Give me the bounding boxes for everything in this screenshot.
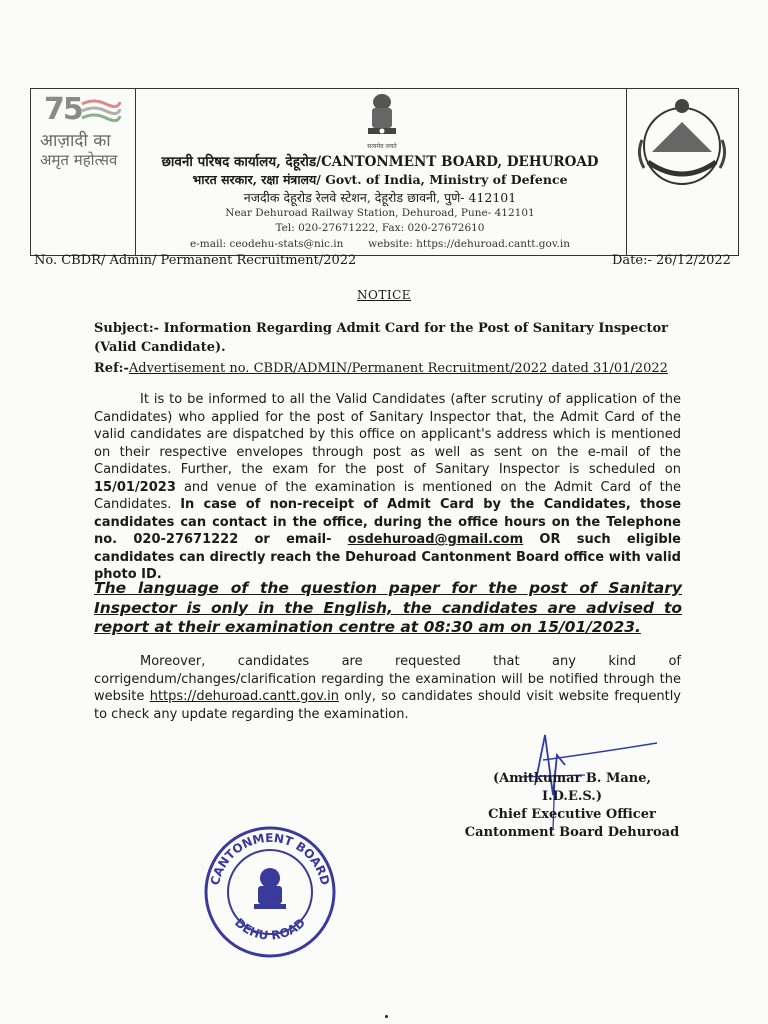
signatory-designation: Chief Executive Officer	[488, 807, 656, 822]
website-link[interactable]: https://dehuroad.cantt.gov.in	[149, 689, 339, 704]
office-stamp	[196, 822, 344, 962]
azadi-flag-icon	[80, 96, 122, 124]
ref-label: Ref:-	[94, 361, 129, 376]
national-emblem-icon	[360, 92, 404, 148]
subject-text: Information Regarding Admit Card for the Post of Sanitary Inspector (Valid Candidate).	[94, 321, 668, 355]
letterhead-email: e-mail: ceodehu-stats@nic.in	[189, 238, 344, 250]
reference	[94, 361, 668, 376]
contact-email-link[interactable]: osdehuroad@gmail.com	[347, 532, 524, 547]
para2-text-a: Moreover, candidates are requested that any kind of corrigendum/changes/clarification regarding the examination will be notified through the website	[94, 654, 681, 704]
signatory-name: (Amitkumar B. Mane, I.D.E.S.)	[492, 771, 652, 804]
exam-date: 15/01/2023	[94, 479, 176, 495]
letterhead-ministry: भारत सरकार, रक्षा मंत्रालय/ Govt. of India, Ministry of Defence	[192, 172, 568, 187]
letterhead-website: website: https://dehuroad.cantt.gov.in	[368, 238, 570, 250]
emblem-caption: सत्यमेव जयते	[367, 143, 397, 150]
body-paragraph-1	[94, 391, 681, 584]
stamp-top-text: CANTONMENT BOARD	[207, 830, 333, 887]
language-note: The language of the question paper for the post of Sanitary Inspector is only in the English, the candidates are advised to report at their examination centre at 08:30 am on 15/01/2023.	[94, 579, 682, 636]
signatory-block	[462, 770, 682, 842]
azadi-logo-line1: आज़ादी का	[40, 131, 111, 151]
notice-date: Date:- 26/12/2022	[612, 253, 731, 268]
para1-text-b: and venue of the examination is mentioned on the Admit Card of the Candidates.	[94, 479, 681, 512]
cantonment-board-crest-icon	[630, 92, 734, 192]
azadi-logo-line2: अमृत महोत्सव	[40, 151, 118, 169]
letterhead-divider-left	[135, 88, 136, 256]
para1-bold-text: In case of non-receipt of Admit Card by the Candidates, those candidates can contact in the office, during the office hours on the Telephone no. 020-27671222 or email-	[94, 497, 682, 547]
body-paragraph-2	[94, 653, 681, 723]
page-mark	[385, 1015, 388, 1018]
ref-text: Advertisement no. CBDR/ADMIN/Permanent Recruitment/2022 dated 31/01/2022	[128, 361, 668, 376]
notice-title: NOTICE	[356, 288, 412, 302]
para2-text-b: only, so candidates should visit website frequently to check any update regarding the examination.	[94, 689, 682, 722]
stamp-bottom-text: DEHU ROAD	[231, 915, 309, 943]
letterhead-divider-right	[626, 88, 627, 256]
subject-label: Subject:-	[94, 321, 160, 336]
letterhead-phone: Tel: 020-27671222, Fax: 020-27672610	[275, 222, 485, 234]
reference-number: No. CBDR/ Admin/ Permanent Recruitment/2022	[34, 253, 357, 268]
letterhead-address: Near Dehuroad Railway Station, Dehuroad, Pune- 412101	[225, 207, 535, 219]
signatory-office: Cantonment Board Dehuroad	[464, 825, 680, 840]
letterhead-address-hindi: नजदीक देहूरोड रेलवे स्टेशन, देहूरोड छावनी, पुणे- 412101	[243, 190, 517, 205]
para1-bold-text-2: OR such eligible candidates can directly reach the Dehuroad Cantonment Board office with valid photo ID.	[94, 532, 681, 582]
letterhead-title: छावनी परिषद कार्यालय, देहूरोड/CANTONMENT BOARD, DEHUROAD	[161, 154, 599, 170]
azadi-logo-number: 75	[44, 92, 82, 127]
letterhead-contact	[140, 238, 620, 250]
para1-text-a: It is to be informed to all the Valid Candidates (after scrutiny of application of the Candidates) who applied for the post of Sanitary Inspector that, the Admit Card of the valid candidates are dispatched by this office on applicant's address which is mentioned on their respective envelopes through post as well as sent on the e-mail of the Candidates. Further, the exam for the post of Sanitary Inspector is scheduled on	[94, 392, 681, 477]
subject	[94, 319, 694, 357]
